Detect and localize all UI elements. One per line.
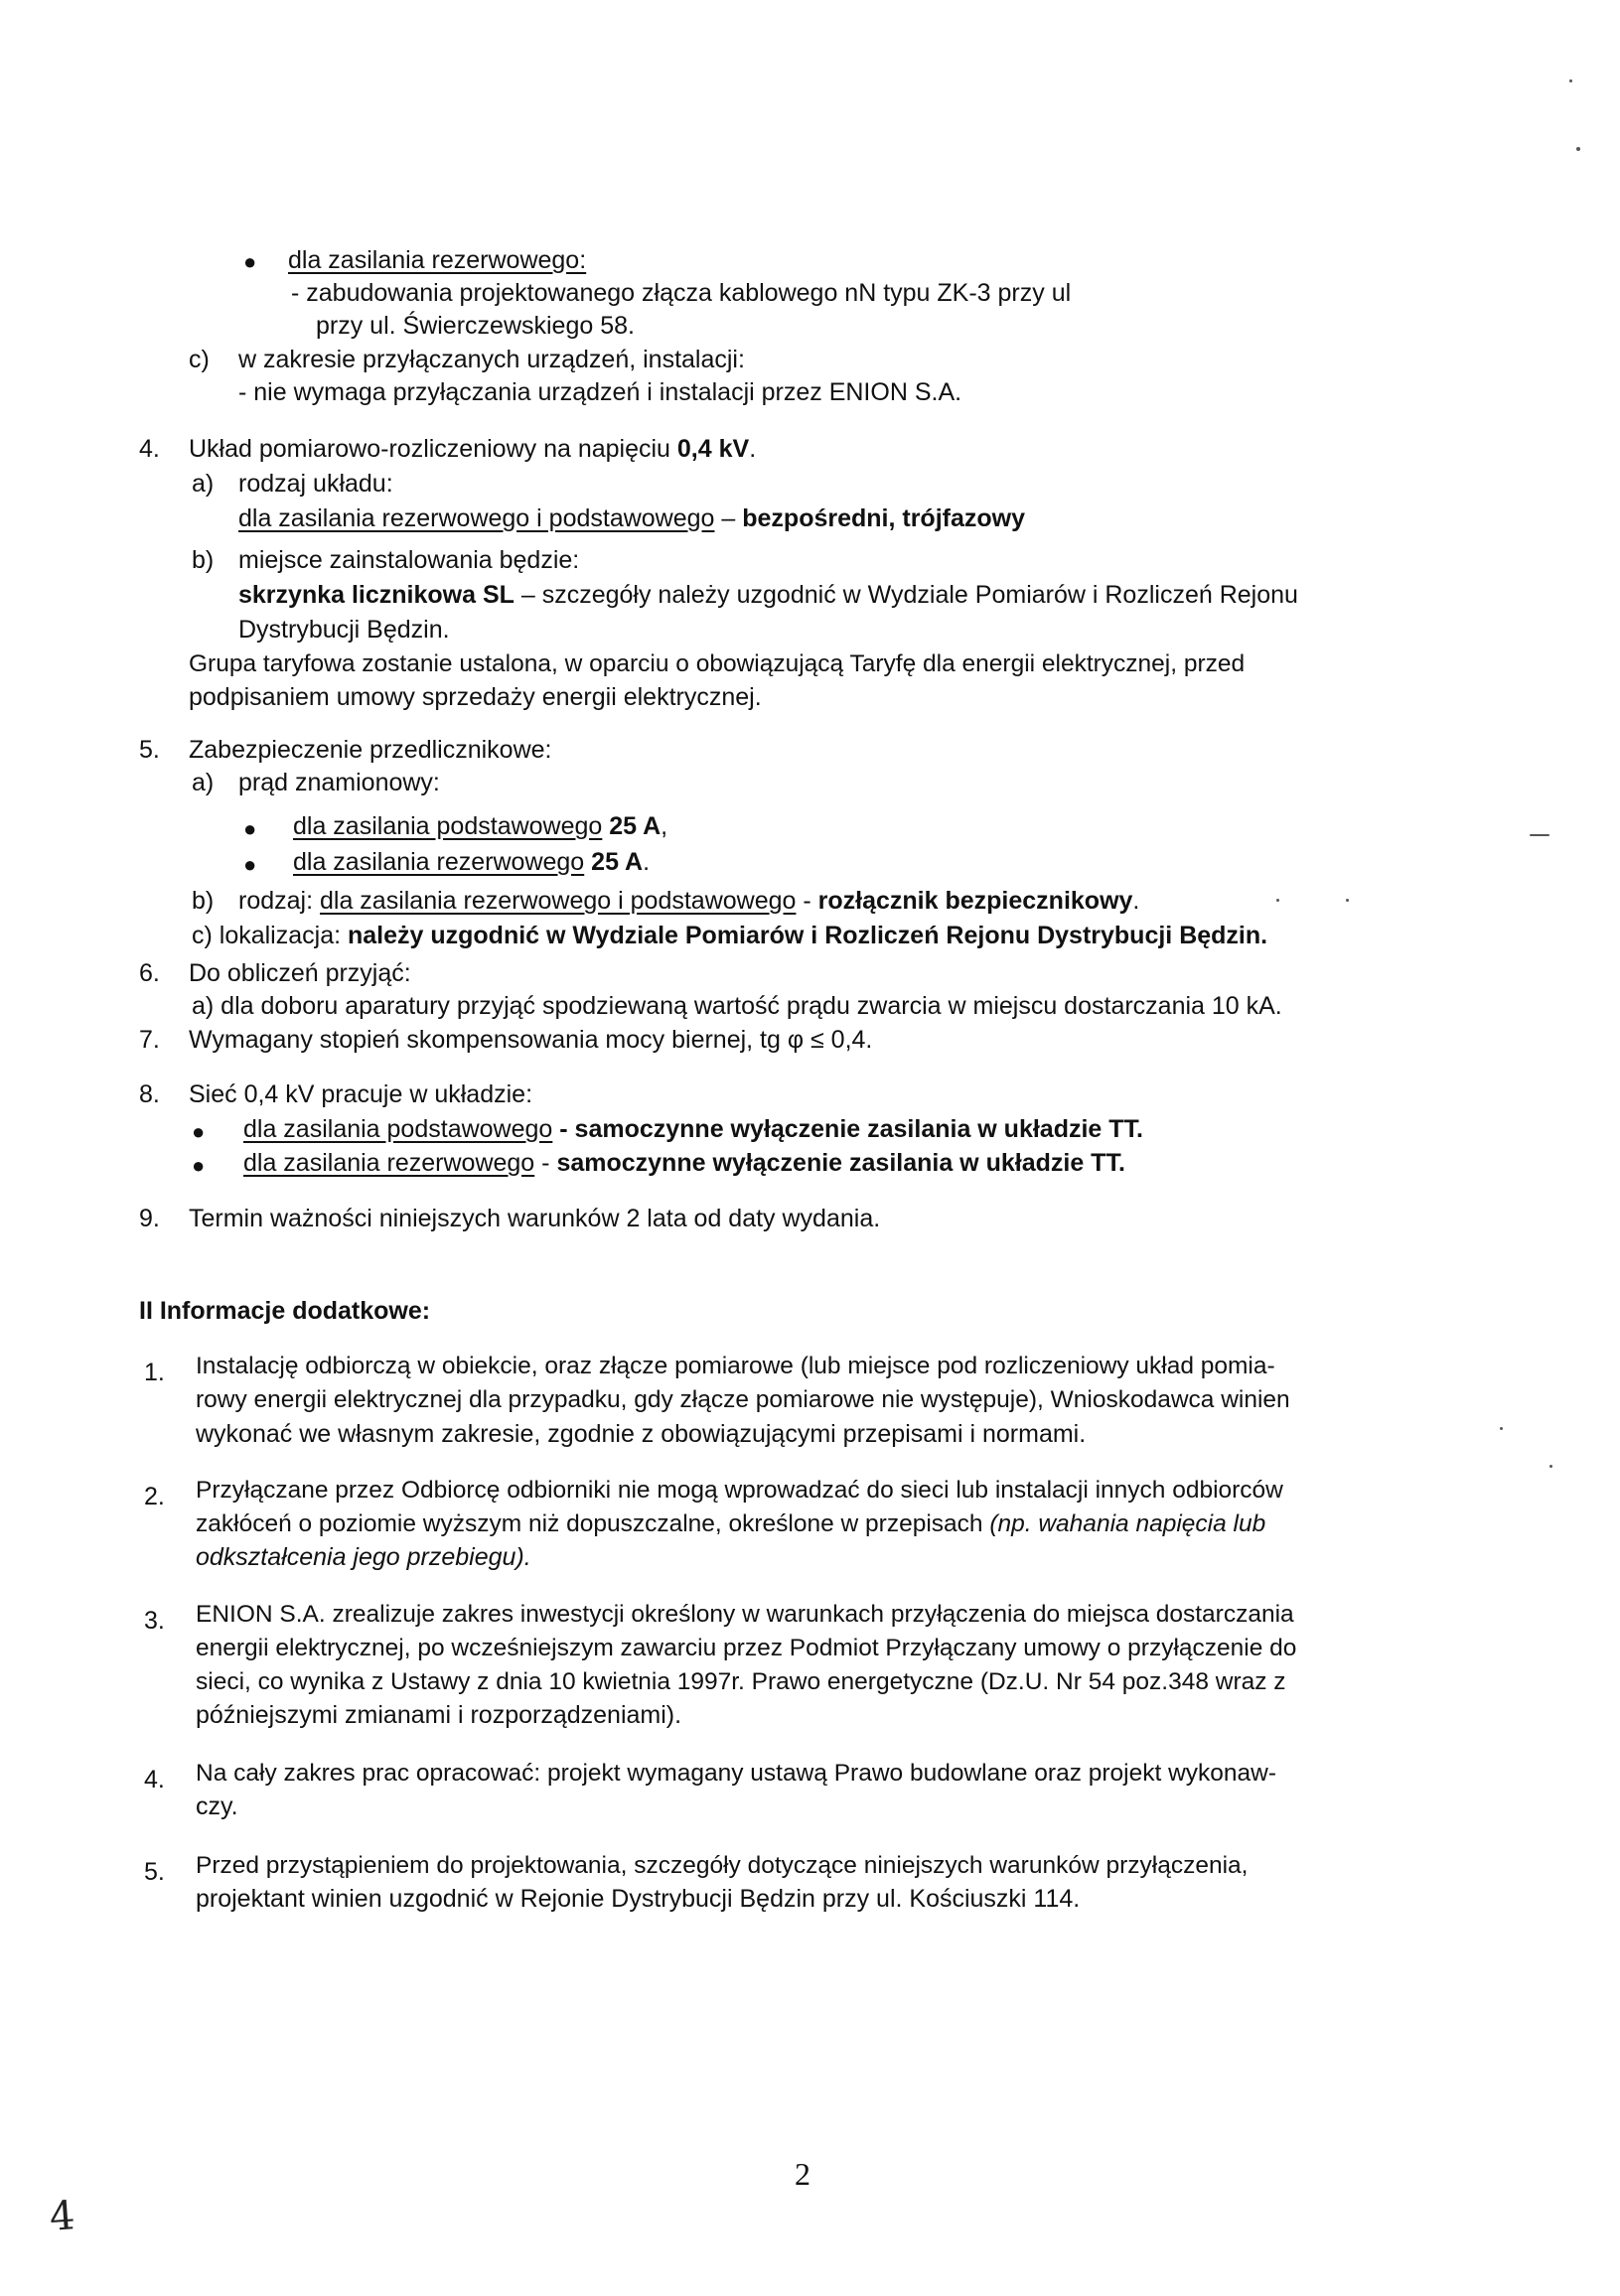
p2-line-1: Przyłączane przez Odbiorcę odbiorniki nie mogą wprowadzać do sieci lub instalacji innych odbiorców xyxy=(196,1477,1283,1504)
scan-speck xyxy=(1530,834,1549,836)
item-8-bullet-1-value: - samoczynne wyłączenie zasilania w układzie TT. xyxy=(552,1115,1143,1143)
p2-line-3: odkształcenia jego przebiegu). xyxy=(196,1543,531,1571)
item-5-c-text: c) lokalizacja: xyxy=(192,922,348,949)
item-4-title-end: . xyxy=(749,435,757,463)
item-5-title: Zabezpieczenie przedlicznikowe: xyxy=(189,736,552,764)
item-4-a-text: rodzaj układu: xyxy=(238,470,393,498)
item-4-a-value xyxy=(238,502,1025,536)
item-4-title-text: Układ pomiarowo-rozliczeniowy na napięciu xyxy=(189,435,677,463)
scan-speck xyxy=(1500,1427,1503,1430)
item-5-b-bold: rozłącznik bezpiecznikowy xyxy=(817,887,1133,915)
bullet-icon: ● xyxy=(243,249,257,274)
item-5-bullet-2-end: . xyxy=(643,848,651,876)
rezerwowe-line-1: - zabudowania projektowanego złącza kablowego nN typu ZK-3 przy ul xyxy=(291,279,1072,307)
item-4-b-value xyxy=(238,578,1298,613)
item-6-title: Do obliczeń przyjąć: xyxy=(189,959,411,987)
p3-line-2: energii elektrycznej, po wcześniejszym zawarciu przez Podmiot Przyłączany umowy o przyłączenie do xyxy=(196,1635,1297,1661)
scan-speck xyxy=(1569,79,1572,82)
item-7-number: 7. xyxy=(139,1026,160,1054)
item-8-bullet-2-dash: - xyxy=(534,1149,557,1177)
bullet-icon: ● xyxy=(192,1153,206,1178)
item-6-number: 6. xyxy=(139,959,160,987)
item-5-bullet-1-label: dla zasilania podstawowego xyxy=(293,812,603,840)
bullet-icon: ● xyxy=(243,852,257,877)
item-8-number: 8. xyxy=(139,1080,160,1108)
item-5-b-underlined: dla zasilania rezerwowego i podstawowego xyxy=(319,887,797,915)
grupa-line-1: Grupa taryfowa zostanie ustalona, w oparciu o obowiązującą Taryfę dla energii elektrycznej, przed xyxy=(189,650,1246,677)
item-5-b-marker: b) xyxy=(192,887,215,915)
p2-number: 2. xyxy=(144,1483,165,1510)
item-8-bullet-1 xyxy=(243,1112,1143,1147)
p5-line-2: projektant winien uzgodnić w Rejonie Dystrybucji Będzin przy ul. Kościuszki 114. xyxy=(196,1885,1081,1913)
item-4-title xyxy=(189,432,756,467)
handwritten-mark: 4 xyxy=(48,2193,76,2240)
p2-line-2-italic: (np. wahania napięcia lub xyxy=(989,1510,1266,1537)
item-4-number: 4. xyxy=(139,435,160,463)
item-4-voltage: 0,4 kV xyxy=(676,435,750,463)
item-5-b-text: rodzaj: xyxy=(238,887,320,915)
item-8-bullet-1-label: dla zasilania podstawowego xyxy=(243,1115,553,1143)
item-8-bullet-2 xyxy=(243,1146,1125,1181)
item-5-c-bold: należy uzgodnić w Wydziale Pomiarów i Rozliczeń Rejonu Dystrybucji Będzin. xyxy=(348,922,1268,949)
item-4-a-bold: bezpośredni, trójfazowy xyxy=(742,504,1026,532)
rezerwowe-label: dla zasilania rezerwowego: xyxy=(288,246,587,274)
item-4-a-marker: a) xyxy=(192,470,215,498)
p1-number: 1. xyxy=(144,1359,165,1386)
item-6-a-text: a) dla doboru aparatury przyjąć spodziewaną wartość prądu zwarcia w miejscu dostarczania 10 kA. xyxy=(192,992,1282,1020)
p1-line-2: rowy energii elektrycznej dla przypadku, gdy złącze pomiarowe nie występuje), Wnioskodawca winien xyxy=(196,1386,1290,1413)
item-5-bullet-1 xyxy=(293,809,667,844)
item-9-text: Termin ważności niniejszych warunków 2 lata od daty wydania. xyxy=(189,1205,881,1232)
scan-speck xyxy=(1276,899,1279,902)
p4-line-2: czy. xyxy=(196,1793,238,1820)
item-4-b-bold: skrzynka licznikowa SL xyxy=(238,581,515,609)
p5-number: 5. xyxy=(144,1858,165,1886)
item-5-bullet-1-value: 25 A xyxy=(609,812,662,840)
item-5-bullet-2 xyxy=(293,845,650,880)
p3-line-1: ENION S.A. zrealizuje zakres inwestycji określony w warunkach przyłączenia do miejsca dostarczania xyxy=(196,1601,1294,1628)
p4-number: 4. xyxy=(144,1766,165,1794)
item-5-bullet-1-end: , xyxy=(661,812,668,840)
item-5-a-text: prąd znamionowy: xyxy=(238,769,440,796)
p3-line-3: sieci, co wynika z Ustawy z dnia 10 kwietnia 1997r. Prawo energetyczne (Dz.U. Nr 54 poz.348 wraz z xyxy=(196,1668,1286,1695)
item-4-b-marker: b) xyxy=(192,546,215,574)
item-5-bullet-2-label: dla zasilania rezerwowego xyxy=(293,848,585,876)
p3-line-4: późniejszymi zmianami i rozporządzeniami). xyxy=(196,1701,682,1729)
item-5-number: 5. xyxy=(139,736,160,764)
item-5-b-dash: - xyxy=(796,887,818,915)
item-7-text: Wymagany stopień skompensowania mocy biernej, tg φ ≤ 0,4. xyxy=(189,1026,873,1054)
item-4-a-underlined: dla zasilania rezerwowego i podstawowego xyxy=(238,504,715,532)
item-4-b-text: miejsce zainstalowania będzie: xyxy=(238,546,580,574)
item-8-title: Sieć 0,4 kV pracuje w układzie: xyxy=(189,1080,533,1108)
rezerwowe-line-2: przy ul. Świerczewskiego 58. xyxy=(316,312,635,340)
c-marker: c) xyxy=(189,346,210,373)
item-9-number: 9. xyxy=(139,1205,160,1232)
p1-line-1: Instalację odbiorczą w obiekcie, oraz złącze pomiarowe (lub miejsce pod rozliczeniowy układ pomia- xyxy=(196,1353,1275,1379)
item-4-b-line-2: Dystrybucji Będzin. xyxy=(238,616,450,644)
scan-speck xyxy=(1576,147,1580,151)
scan-speck xyxy=(1346,899,1349,902)
bullet-icon: ● xyxy=(192,1119,206,1144)
p2-line-2-text: zakłóceń o poziomie wyższym niż dopuszczalne, określone w przepisach xyxy=(196,1510,990,1537)
item-5-c-line xyxy=(192,919,1267,953)
item-5-b-line xyxy=(238,884,1139,919)
item-5-bullet-2-value: 25 A xyxy=(591,848,644,876)
p5-line-1: Przed przystąpieniem do projektowania, szczegóły dotyczące niniejszych warunków przyłączenia, xyxy=(196,1852,1249,1879)
item-8-bullet-2-label: dla zasilania rezerwowego xyxy=(243,1149,535,1177)
c-line: - nie wymaga przyłączania urządzeń i instalacji przez ENION S.A. xyxy=(238,378,962,406)
p3-number: 3. xyxy=(144,1607,165,1635)
scan-speck xyxy=(1549,1465,1552,1468)
p2-line-2 xyxy=(196,1507,1265,1541)
item-4-b-rest: – szczegóły należy uzgodnić w Wydziale Pomiarów i Rozliczeń Rejonu xyxy=(514,581,1298,609)
c-text: w zakresie przyłączanych urządzeń, instalacji: xyxy=(238,346,745,373)
bullet-icon: ● xyxy=(243,816,257,841)
p4-line-1: Na cały zakres prac opracować: projekt wymagany ustawą Prawo budowlane oraz projekt wykonaw- xyxy=(196,1760,1277,1787)
grupa-line-2: podpisaniem umowy sprzedaży energii elektrycznej. xyxy=(189,683,762,711)
p1-line-3: wykonać we własnym zakresie, zgodnie z obowiązującymi przepisami i normami. xyxy=(196,1420,1087,1448)
item-8-bullet-2-value: samoczynne wyłączenie zasilania w układzie TT. xyxy=(556,1149,1125,1177)
item-5-b-end: . xyxy=(1132,887,1140,915)
page-number: 2 xyxy=(795,2156,810,2192)
section-2-heading: II Informacje dodatkowe: xyxy=(139,1297,431,1325)
item-4-a-dash: – xyxy=(714,504,743,532)
item-5-a-marker: a) xyxy=(192,769,215,796)
